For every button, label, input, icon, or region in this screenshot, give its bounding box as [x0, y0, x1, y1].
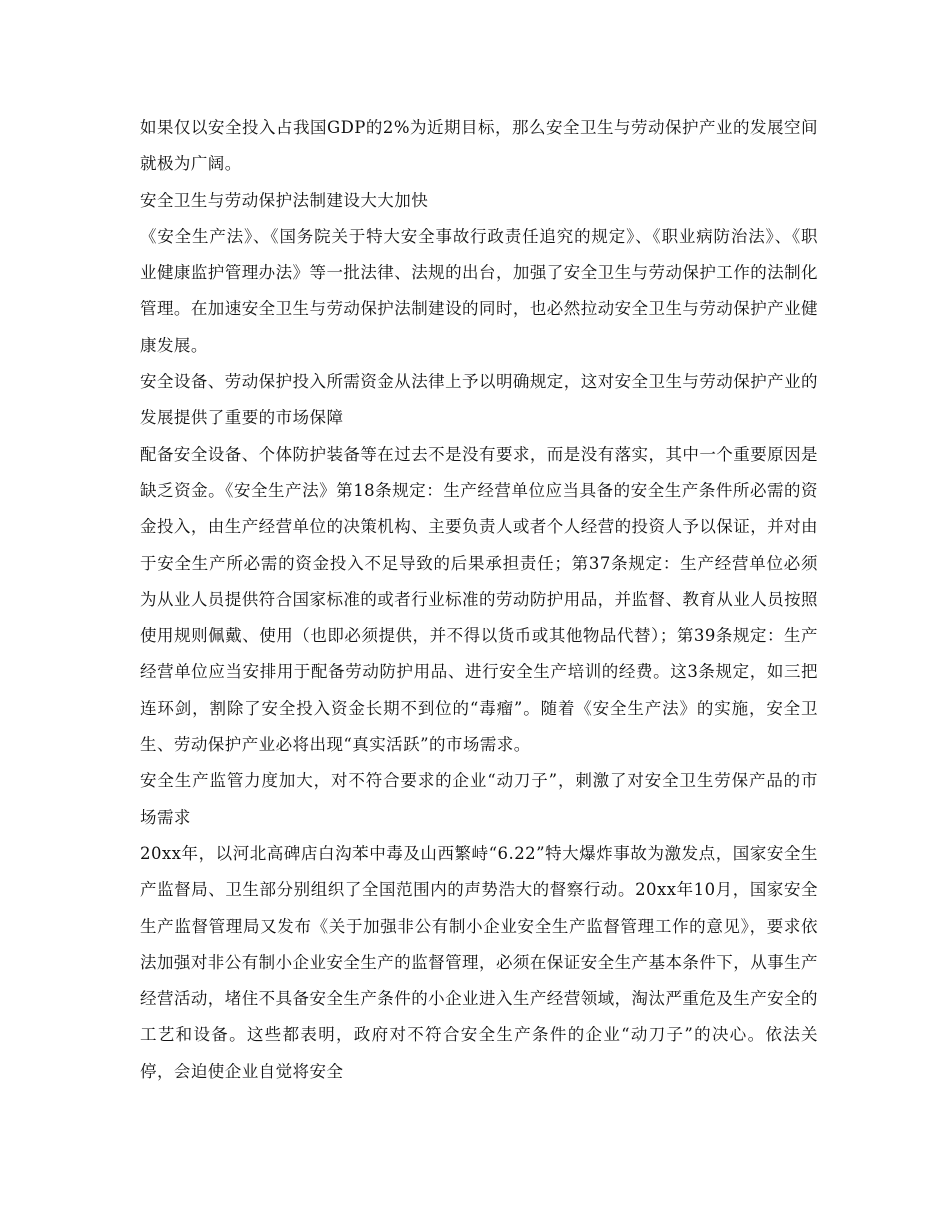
body-paragraph: 配备安全设备、个体防护装备等在过去不是没有要求，而是没有落实，其中一个重要原因是缺乏资金。《安全生产法》第18条规定：生产经营单位应当具备的安全生产条件所必需的资金投入，由生产经营单位的决策机构、主要负责人或者个人经营的投资人予以保证，并对由于安全生产所必需的资金投入不足导致的后果承担责任；第37条规定：生产经营单位必须为从业人员提供符合国家标准的或者行业标准的劳动防护用品，并监督、教育从业人员按照使用规则佩戴、使用（也即必须提供，并不得以货币或其他物品代替）；第39条规定：生产经营单位应当安排用于配备劳动防护用品、进行安全生产培训的经费。这3条规定，如三把连环剑，割除了安全投入资金长期不到位的“毒瘤”。随着《安全生产法》的实施，安全卫生、劳动保护产业必将出现“真实活跃”的市场需求。 [140, 444, 818, 755]
section-heading: 安全设备、劳动保护投入所需资金从法律上予以明确规定，这对安全卫生与劳动保护产业的发展提供了重要的市场保障 [140, 372, 818, 428]
body-paragraph: 20xx年，以河北高碑店白沟苯中毒及山西繁峙“6.22”特大爆炸事故为激发点，国家安全生产监督局、卫生部分别组织了全国范围内的声势浩大的督察行动。20xx年10月，国家安全生产监督管理局又发布《关于加强非公有制小企业安全生产监督管理工作的意见》，要求依法加强对非公有制小企业安全生产的监督管理，必须在保证安全生产基本条件下，从事生产经营活动，堵住不具备安全生产条件的小企业进入生产经营领域，淘汰严重危及生产安全的工艺和设备。这些都表明，政府对不符合安全生产条件的企业“动刀子”的决心。依法关停，会迫使企业自觉将安全 [140, 843, 818, 1081]
body-paragraph: 如果仅以安全投入占我国GDP的2%为近期目标，那么安全卫生与劳动保护产业的发展空间就极为广阔。 [140, 118, 818, 174]
document-page [140, 110, 818, 1090]
body-paragraph: 《安全生产法》、《国务院关于特大安全事故行政责任追究的规定》、《职业病防治法》、《职业健康监护管理办法》等一批法律、法规的出台，加强了安全卫生与劳动保护工作的法制化管理。在加速安全卫生与劳动保护法制建设的同时，也必然拉动安全卫生与劳动保护产业健康发展。 [140, 226, 818, 355]
section-heading: 安全卫生与劳动保护法制建设大大加快 [140, 190, 429, 210]
section-heading: 安全生产监管力度加大，对不符合要求的企业“动刀子”，刺激了对安全卫生劳保产品的市场需求 [140, 771, 818, 827]
